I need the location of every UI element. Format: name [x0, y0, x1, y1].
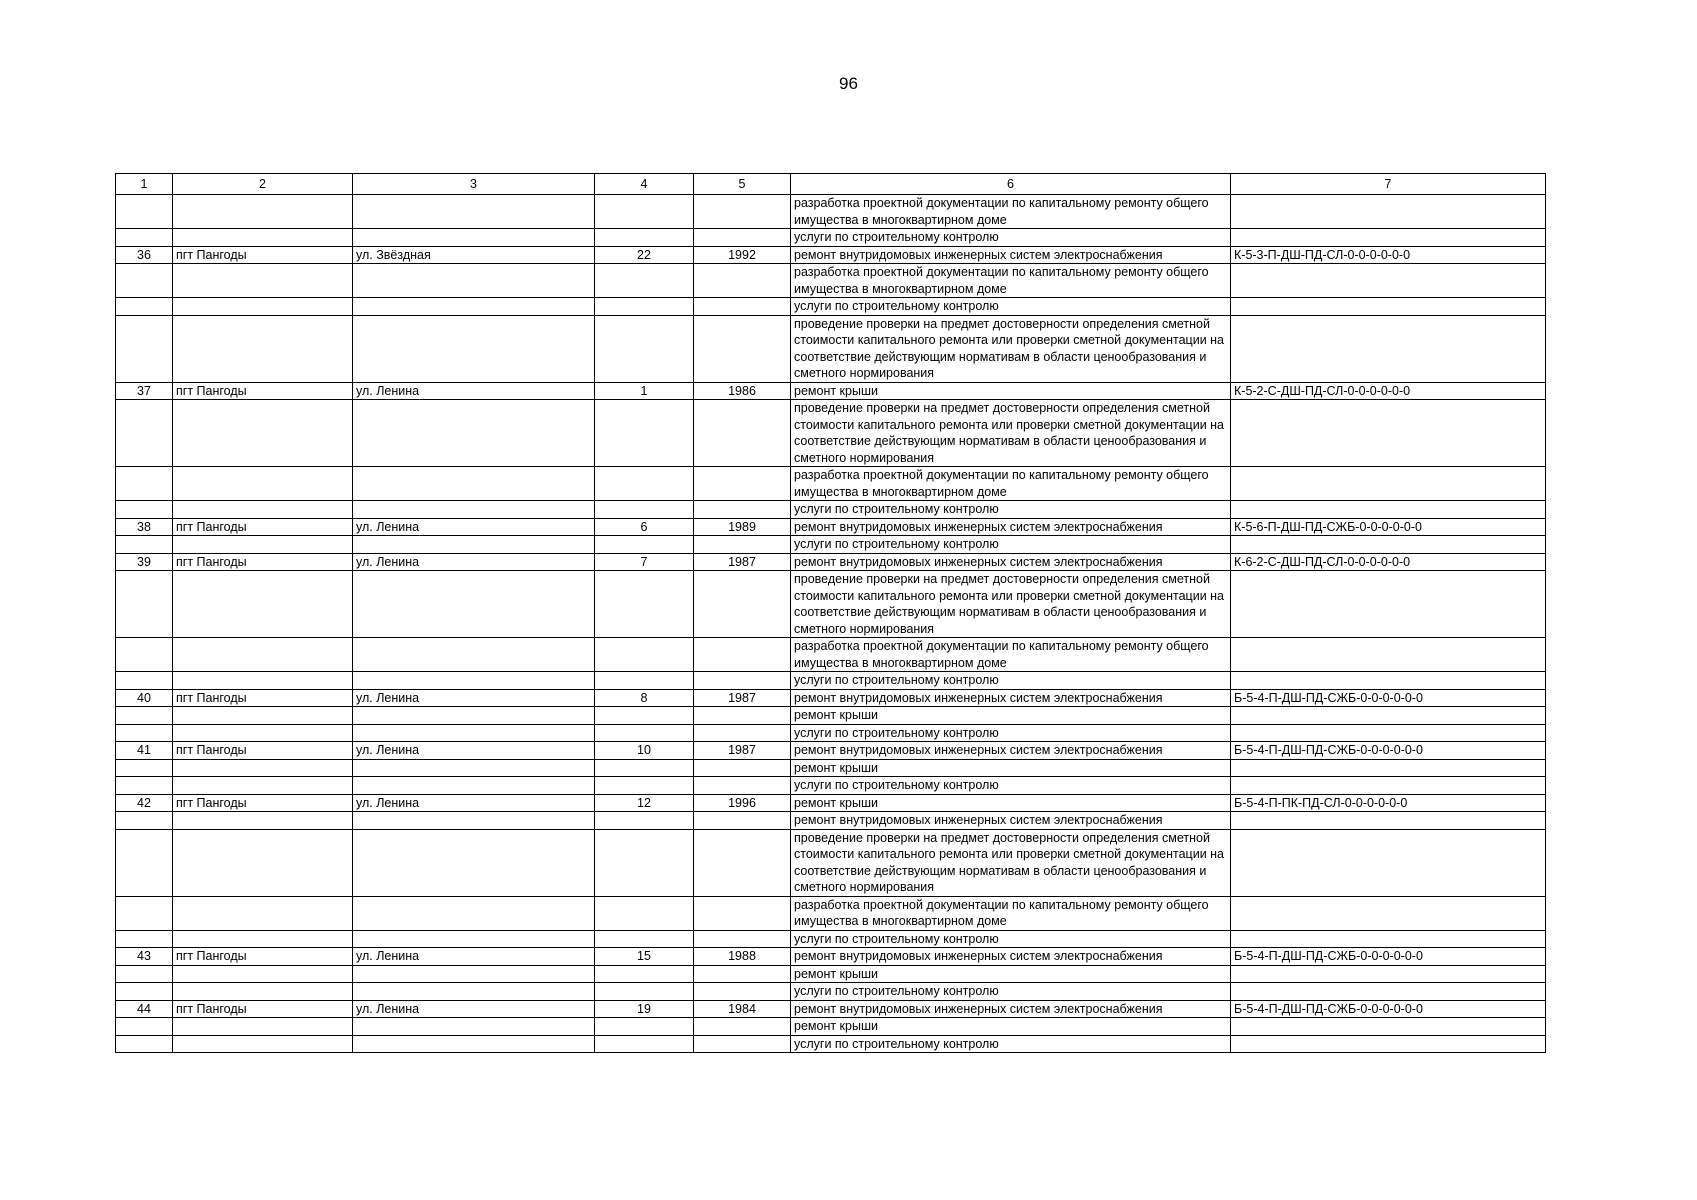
house-code-cell: [1231, 965, 1546, 983]
house-number-cell: [595, 930, 694, 948]
work-type-cell: разработка проектной документации по капитальному ремонту общего имущества в многоквартирном доме: [791, 896, 1231, 930]
work-type-cell: разработка проектной документации по капитальному ремонту общего имущества в многоквартирном доме: [791, 638, 1231, 672]
house-number-cell: 19: [595, 1000, 694, 1018]
year-cell: [694, 983, 791, 1001]
year-cell: [694, 777, 791, 795]
street-cell: [353, 264, 595, 298]
year-cell: [694, 672, 791, 690]
house-number-cell: [595, 467, 694, 501]
house-number-cell: [595, 1018, 694, 1036]
house-number-cell: 15: [595, 948, 694, 966]
settlement-cell: [173, 400, 353, 467]
settlement-cell: [173, 298, 353, 316]
work-type-cell: разработка проектной документации по капитальному ремонту общего имущества в многоквартирном доме: [791, 195, 1231, 229]
year-cell: [694, 536, 791, 554]
house-code-cell: [1231, 1018, 1546, 1036]
repair-registry-table: [115, 173, 1546, 1053]
work-type-cell: проведение проверки на предмет достоверности определения сметной стоимости капитального ремонта или проверки сметной документации на соответствие действующим нормативам в области ценообразования и сметного нормирования: [791, 829, 1231, 896]
work-type-cell: ремонт внутридомовых инженерных систем электроснабжения: [791, 742, 1231, 760]
settlement-cell: [173, 759, 353, 777]
house-code-cell: [1231, 930, 1546, 948]
settlement-cell: [173, 965, 353, 983]
work-type-cell: ремонт крыши: [791, 794, 1231, 812]
table-row: [116, 724, 1546, 742]
row-number-cell: [116, 571, 173, 638]
table-row: [116, 536, 1546, 554]
settlement-cell: [173, 672, 353, 690]
settlement-cell: [173, 724, 353, 742]
table-row: [116, 1035, 1546, 1053]
street-cell: [353, 229, 595, 247]
row-number-cell: [116, 759, 173, 777]
work-type-cell: ремонт крыши: [791, 965, 1231, 983]
year-cell: [694, 400, 791, 467]
table-row: [116, 930, 1546, 948]
house-number-cell: [595, 759, 694, 777]
house-code-cell: [1231, 777, 1546, 795]
table-row: [116, 1000, 1546, 1018]
column-header-5: 5: [694, 174, 791, 195]
street-cell: [353, 298, 595, 316]
house-number-cell: 22: [595, 246, 694, 264]
house-number-cell: [595, 638, 694, 672]
year-cell: [694, 759, 791, 777]
house-code-cell: К-5-2-С-ДШ-ПД-СЛ-0-0-0-0-0-0: [1231, 382, 1546, 400]
street-cell: [353, 400, 595, 467]
work-type-cell: услуги по строительному контролю: [791, 501, 1231, 519]
table-row: [116, 400, 1546, 467]
house-code-cell: К-5-6-П-ДШ-ПД-СЖБ-0-0-0-0-0-0: [1231, 518, 1546, 536]
work-type-cell: ремонт внутридомовых инженерных систем электроснабжения: [791, 812, 1231, 830]
year-cell: 1986: [694, 382, 791, 400]
house-code-cell: [1231, 672, 1546, 690]
work-type-cell: услуги по строительному контролю: [791, 672, 1231, 690]
table-row: [116, 896, 1546, 930]
settlement-cell: [173, 812, 353, 830]
year-cell: 1989: [694, 518, 791, 536]
table-row: [116, 672, 1546, 690]
row-number-cell: 39: [116, 553, 173, 571]
street-cell: [353, 707, 595, 725]
work-type-cell: ремонт внутридомовых инженерных систем электроснабжения: [791, 689, 1231, 707]
year-cell: 1996: [694, 794, 791, 812]
house-number-cell: [595, 812, 694, 830]
column-header-1: 1: [116, 174, 173, 195]
house-number-cell: 6: [595, 518, 694, 536]
house-number-cell: [595, 264, 694, 298]
table-row: [116, 382, 1546, 400]
settlement-cell: [173, 467, 353, 501]
street-cell: [353, 1018, 595, 1036]
table-row: [116, 812, 1546, 830]
column-header-4: 4: [595, 174, 694, 195]
settlement-cell: пгт Пангоды: [173, 553, 353, 571]
house-number-cell: 7: [595, 553, 694, 571]
row-number-cell: [116, 1018, 173, 1036]
house-code-cell: [1231, 983, 1546, 1001]
year-cell: 1987: [694, 553, 791, 571]
street-cell: ул. Ленина: [353, 742, 595, 760]
street-cell: [353, 536, 595, 554]
house-code-cell: [1231, 812, 1546, 830]
row-number-cell: [116, 829, 173, 896]
table-row: [116, 1018, 1546, 1036]
work-type-cell: ремонт крыши: [791, 759, 1231, 777]
row-number-cell: [116, 400, 173, 467]
house-number-cell: [595, 298, 694, 316]
street-cell: ул. Ленина: [353, 689, 595, 707]
house-code-cell: Б-5-4-П-ДШ-ПД-СЖБ-0-0-0-0-0-0: [1231, 948, 1546, 966]
house-number-cell: [595, 829, 694, 896]
house-code-cell: К-6-2-С-ДШ-ПД-СЛ-0-0-0-0-0-0: [1231, 553, 1546, 571]
street-cell: ул. Ленина: [353, 794, 595, 812]
street-cell: [353, 672, 595, 690]
house-number-cell: [595, 777, 694, 795]
table-row: [116, 571, 1546, 638]
house-code-cell: К-5-3-П-ДШ-ПД-СЛ-0-0-0-0-0-0: [1231, 246, 1546, 264]
table-row: [116, 264, 1546, 298]
settlement-cell: пгт Пангоды: [173, 689, 353, 707]
row-number-cell: [116, 707, 173, 725]
table-row: [116, 553, 1546, 571]
year-cell: [694, 638, 791, 672]
row-number-cell: 37: [116, 382, 173, 400]
row-number-cell: [116, 264, 173, 298]
work-type-cell: проведение проверки на предмет достоверности определения сметной стоимости капитального ремонта или проверки сметной документации на соответствие действующим нормативам в области ценообразования и сметного нормирования: [791, 400, 1231, 467]
street-cell: ул. Звёздная: [353, 246, 595, 264]
year-cell: [694, 298, 791, 316]
work-type-cell: услуги по строительному контролю: [791, 930, 1231, 948]
settlement-cell: [173, 501, 353, 519]
table-row: [116, 195, 1546, 229]
table-row: [116, 965, 1546, 983]
work-type-cell: услуги по строительному контролю: [791, 229, 1231, 247]
house-number-cell: 1: [595, 382, 694, 400]
street-cell: [353, 812, 595, 830]
row-number-cell: [116, 965, 173, 983]
house-number-cell: [595, 195, 694, 229]
house-code-cell: [1231, 1035, 1546, 1053]
house-number-cell: 12: [595, 794, 694, 812]
row-number-cell: [116, 195, 173, 229]
work-type-cell: услуги по строительному контролю: [791, 1035, 1231, 1053]
settlement-cell: [173, 571, 353, 638]
work-type-cell: услуги по строительному контролю: [791, 983, 1231, 1001]
row-number-cell: 43: [116, 948, 173, 966]
row-number-cell: 41: [116, 742, 173, 760]
street-cell: ул. Ленина: [353, 553, 595, 571]
settlement-cell: [173, 229, 353, 247]
work-type-cell: ремонт внутридомовых инженерных систем электроснабжения: [791, 1000, 1231, 1018]
street-cell: [353, 983, 595, 1001]
settlement-cell: [173, 264, 353, 298]
settlement-cell: пгт Пангоды: [173, 382, 353, 400]
year-cell: [694, 1035, 791, 1053]
settlement-cell: [173, 896, 353, 930]
row-number-cell: [116, 896, 173, 930]
work-type-cell: ремонт внутридомовых инженерных систем электроснабжения: [791, 553, 1231, 571]
house-code-cell: [1231, 536, 1546, 554]
house-code-cell: [1231, 638, 1546, 672]
column-header-6: 6: [791, 174, 1231, 195]
row-number-cell: [116, 672, 173, 690]
house-code-cell: [1231, 501, 1546, 519]
year-cell: [694, 571, 791, 638]
house-code-cell: [1231, 400, 1546, 467]
row-number-cell: [116, 724, 173, 742]
house-number-cell: [595, 400, 694, 467]
column-header-3: 3: [353, 174, 595, 195]
table-row: [116, 246, 1546, 264]
year-cell: [694, 724, 791, 742]
row-number-cell: [116, 229, 173, 247]
house-code-cell: Б-5-4-П-ДШ-ПД-СЖБ-0-0-0-0-0-0: [1231, 689, 1546, 707]
table-row: [116, 777, 1546, 795]
street-cell: [353, 759, 595, 777]
street-cell: [353, 1035, 595, 1053]
work-type-cell: услуги по строительному контролю: [791, 536, 1231, 554]
house-code-cell: [1231, 724, 1546, 742]
year-cell: [694, 315, 791, 382]
street-cell: [353, 724, 595, 742]
work-type-cell: ремонт крыши: [791, 707, 1231, 725]
row-number-cell: [116, 930, 173, 948]
table-row: [116, 829, 1546, 896]
column-header-2: 2: [173, 174, 353, 195]
house-number-cell: [595, 571, 694, 638]
row-number-cell: [116, 298, 173, 316]
table-row: [116, 518, 1546, 536]
street-cell: ул. Ленина: [353, 948, 595, 966]
year-cell: [694, 896, 791, 930]
street-cell: [353, 896, 595, 930]
table-row: [116, 794, 1546, 812]
table-row: [116, 983, 1546, 1001]
house-code-cell: [1231, 759, 1546, 777]
street-cell: [353, 638, 595, 672]
table-row: [116, 689, 1546, 707]
house-number-cell: [595, 1035, 694, 1053]
year-cell: [694, 812, 791, 830]
house-code-cell: Б-5-4-П-ПК-ПД-СЛ-0-0-0-0-0-0: [1231, 794, 1546, 812]
settlement-cell: [173, 983, 353, 1001]
street-cell: [353, 930, 595, 948]
work-type-cell: разработка проектной документации по капитальному ремонту общего имущества в многоквартирном доме: [791, 467, 1231, 501]
row-number-cell: 38: [116, 518, 173, 536]
house-number-cell: [595, 672, 694, 690]
house-number-cell: [595, 229, 694, 247]
row-number-cell: 36: [116, 246, 173, 264]
house-code-cell: [1231, 707, 1546, 725]
year-cell: 1987: [694, 742, 791, 760]
column-header-7: 7: [1231, 174, 1546, 195]
house-code-cell: [1231, 896, 1546, 930]
house-code-cell: [1231, 315, 1546, 382]
table-row: [116, 948, 1546, 966]
street-cell: ул. Ленина: [353, 1000, 595, 1018]
page-number: 96: [839, 74, 858, 93]
year-cell: [694, 930, 791, 948]
street-cell: [353, 571, 595, 638]
settlement-cell: [173, 1018, 353, 1036]
table-row: [116, 638, 1546, 672]
row-number-cell: [116, 467, 173, 501]
settlement-cell: [173, 638, 353, 672]
row-number-cell: [116, 812, 173, 830]
settlement-cell: [173, 930, 353, 948]
settlement-cell: [173, 1035, 353, 1053]
table-header-row: [116, 174, 1546, 195]
settlement-cell: пгт Пангоды: [173, 794, 353, 812]
work-type-cell: проведение проверки на предмет достоверности определения сметной стоимости капитального ремонта или проверки сметной документации на соответствие действующим нормативам в области ценообразования и сметного нормирования: [791, 571, 1231, 638]
street-cell: [353, 315, 595, 382]
year-cell: 1984: [694, 1000, 791, 1018]
work-type-cell: услуги по строительному контролю: [791, 724, 1231, 742]
house-number-cell: 8: [595, 689, 694, 707]
house-code-cell: [1231, 829, 1546, 896]
work-type-cell: проведение проверки на предмет достоверности определения сметной стоимости капитального ремонта или проверки сметной документации на соответствие действующим нормативам в области ценообразования и сметного нормирования: [791, 315, 1231, 382]
row-number-cell: 44: [116, 1000, 173, 1018]
table-row: [116, 742, 1546, 760]
table-row: [116, 315, 1546, 382]
table-row: [116, 759, 1546, 777]
row-number-cell: [116, 501, 173, 519]
house-code-cell: Б-5-4-П-ДШ-ПД-СЖБ-0-0-0-0-0-0: [1231, 742, 1546, 760]
table-row: [116, 298, 1546, 316]
year-cell: [694, 467, 791, 501]
row-number-cell: [116, 983, 173, 1001]
work-type-cell: разработка проектной документации по капитальному ремонту общего имущества в многоквартирном доме: [791, 264, 1231, 298]
settlement-cell: [173, 777, 353, 795]
street-cell: ул. Ленина: [353, 518, 595, 536]
row-number-cell: [116, 1035, 173, 1053]
house-number-cell: [595, 965, 694, 983]
work-type-cell: услуги по строительному контролю: [791, 298, 1231, 316]
row-number-cell: 40: [116, 689, 173, 707]
year-cell: [694, 501, 791, 519]
house-code-cell: [1231, 195, 1546, 229]
street-cell: ул. Ленина: [353, 382, 595, 400]
settlement-cell: [173, 829, 353, 896]
settlement-cell: [173, 315, 353, 382]
settlement-cell: [173, 536, 353, 554]
year-cell: [694, 264, 791, 298]
street-cell: [353, 829, 595, 896]
settlement-cell: [173, 195, 353, 229]
street-cell: [353, 467, 595, 501]
house-number-cell: [595, 724, 694, 742]
work-type-cell: ремонт крыши: [791, 1018, 1231, 1036]
year-cell: 1987: [694, 689, 791, 707]
house-code-cell: [1231, 264, 1546, 298]
work-type-cell: ремонт крыши: [791, 382, 1231, 400]
year-cell: 1992: [694, 246, 791, 264]
house-code-cell: Б-5-4-П-ДШ-ПД-СЖБ-0-0-0-0-0-0: [1231, 1000, 1546, 1018]
row-number-cell: [116, 777, 173, 795]
street-cell: [353, 195, 595, 229]
row-number-cell: [116, 638, 173, 672]
row-number-cell: [116, 315, 173, 382]
year-cell: [694, 195, 791, 229]
year-cell: [694, 829, 791, 896]
settlement-cell: пгт Пангоды: [173, 246, 353, 264]
table-row: [116, 467, 1546, 501]
house-code-cell: [1231, 571, 1546, 638]
work-type-cell: услуги по строительному контролю: [791, 777, 1231, 795]
settlement-cell: [173, 707, 353, 725]
year-cell: 1988: [694, 948, 791, 966]
house-number-cell: [595, 536, 694, 554]
table-row: [116, 707, 1546, 725]
year-cell: [694, 229, 791, 247]
year-cell: [694, 707, 791, 725]
house-code-cell: [1231, 229, 1546, 247]
street-cell: [353, 501, 595, 519]
house-number-cell: [595, 501, 694, 519]
row-number-cell: 42: [116, 794, 173, 812]
settlement-cell: пгт Пангоды: [173, 948, 353, 966]
year-cell: [694, 965, 791, 983]
settlement-cell: пгт Пангоды: [173, 518, 353, 536]
row-number-cell: [116, 536, 173, 554]
house-number-cell: [595, 315, 694, 382]
year-cell: [694, 1018, 791, 1036]
house-number-cell: 10: [595, 742, 694, 760]
house-number-cell: [595, 707, 694, 725]
table-row: [116, 501, 1546, 519]
work-type-cell: ремонт внутридомовых инженерных систем электроснабжения: [791, 948, 1231, 966]
house-number-cell: [595, 896, 694, 930]
work-type-cell: ремонт внутридомовых инженерных систем электроснабжения: [791, 246, 1231, 264]
house-code-cell: [1231, 467, 1546, 501]
house-number-cell: [595, 983, 694, 1001]
settlement-cell: пгт Пангоды: [173, 1000, 353, 1018]
settlement-cell: пгт Пангоды: [173, 742, 353, 760]
house-code-cell: [1231, 298, 1546, 316]
street-cell: [353, 777, 595, 795]
table-body: [116, 174, 1546, 1053]
table-row: [116, 229, 1546, 247]
street-cell: [353, 965, 595, 983]
work-type-cell: ремонт внутридомовых инженерных систем электроснабжения: [791, 518, 1231, 536]
